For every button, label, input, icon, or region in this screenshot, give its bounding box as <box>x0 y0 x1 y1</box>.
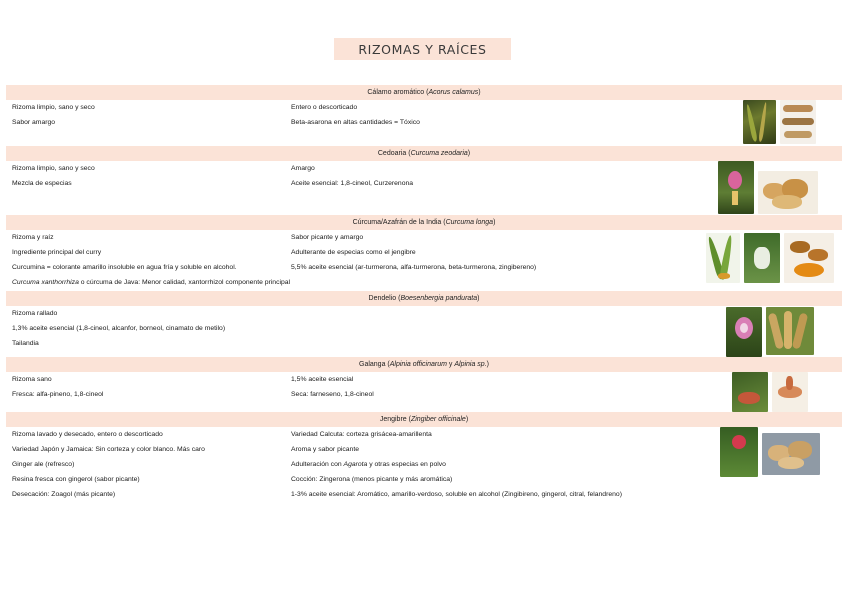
fingerroot-flower-photo <box>726 307 762 357</box>
table-row: Ingrediente principal del curry Adulterante de especias como el jengibre <box>12 249 416 256</box>
section-jengibre <box>6 412 842 502</box>
fingerroot-rhizome-photo <box>766 307 814 355</box>
calamus-plant-photo <box>743 100 776 144</box>
section-images <box>726 307 814 357</box>
table-row: Resina fresca con gingerol (sabor picante) Cocción: Zingerona (menos picante y más aromática) <box>12 476 453 483</box>
turmeric-plant-photo <box>706 233 740 283</box>
table-row: Curcumina = colorante amarillo insoluble en agua fría y soluble en alcohol. 5,5% aceite esencial (ar-turmerona, alfa-turmerona, beta-turmerona, zingibereno) <box>12 264 537 271</box>
galangal-plant-photo <box>732 372 768 412</box>
section-images <box>732 372 808 412</box>
section-header: Cúrcuma/Azafrán de la India (Curcuma longa) <box>6 215 842 230</box>
section-dendelio <box>6 291 842 351</box>
table-row: Sabor amargo Beta-asarona en altas cantidades = Tóxico <box>12 119 420 126</box>
table-row: Rizoma limpio, sano y seco Entero o descorticado <box>12 104 358 111</box>
table-row: Desecación: Zoagol (más picante) 1-3% aceite esencial: Aromático, amarillo-verdoso, soluble en alcohol (Zingibireno, gingerol, citral, felandreno) <box>12 491 622 498</box>
turmeric-powder-photo <box>784 233 834 283</box>
table-row: Ginger ale (refresco) Adulteración con Agarota y otras especias en polvo <box>12 461 446 468</box>
zedoary-flower-photo <box>718 161 754 214</box>
section-header: Galanga (Alpinia officinarum y Alpinia sp.) <box>6 357 842 372</box>
table-row: Rizoma lavado y desecado, entero o descorticado Variedad Calcuta: corteza grisácea-amarillenta <box>12 431 432 438</box>
ginger-plant-photo <box>720 427 758 477</box>
section-images <box>718 161 818 214</box>
table-row: Fresca: alfa-pineno, 1,8-cineol Seca: farneseno, 1,8-cineol <box>12 391 374 398</box>
section-galanga <box>6 357 842 402</box>
section-cedoaria <box>6 146 842 191</box>
section-header: Dendelio (Boesenbergia pandurata) <box>6 291 842 306</box>
table-row: Rizoma rallado <box>12 310 58 317</box>
section-images <box>720 427 820 477</box>
table-row: Rizoma y raíz Sabor picante y amargo <box>12 234 364 241</box>
page-title: RIZOMAS Y RAÍCES <box>334 38 511 60</box>
ginger-rhizome-photo <box>762 433 820 475</box>
section-header: Jengibre (Zingiber officinale) <box>6 412 842 427</box>
section-curcuma <box>6 215 842 290</box>
table-row: 1,3% aceite esencial (1,8-cineol, alcanfor, borneol, cinamato de metilo) <box>12 325 226 332</box>
turmeric-flower-photo <box>744 233 780 283</box>
section-calamo <box>6 85 842 130</box>
table-row: Variedad Japón y Jamaica: Sin corteza y color blanco. Más caro Aroma y sabor picante <box>12 446 360 453</box>
section-images <box>706 233 834 283</box>
zedoary-rhizome-photo <box>758 171 818 214</box>
table-row: Rizoma limpio, sano y seco Amargo <box>12 165 315 172</box>
table-row: Tailandia <box>12 340 39 347</box>
galangal-rhizome-photo <box>772 372 808 412</box>
table-row: Curcuma xanthorrhiza o cúrcuma de Java: Menor calidad, xantorrhizol componente principal <box>12 279 291 286</box>
table-row: Mezcla de especias Aceite esencial: 1,8-cineol, Curzerenona <box>12 180 414 187</box>
calamus-rhizome-photo <box>780 100 816 144</box>
section-header: Cedoaria (Curcuma zeodaria) <box>6 146 842 161</box>
table-row: Rizoma sano 1,5% aceite esencial <box>12 376 354 383</box>
section-images <box>743 100 816 144</box>
section-header: Cálamo aromático (Acorus calamus) <box>6 85 842 100</box>
